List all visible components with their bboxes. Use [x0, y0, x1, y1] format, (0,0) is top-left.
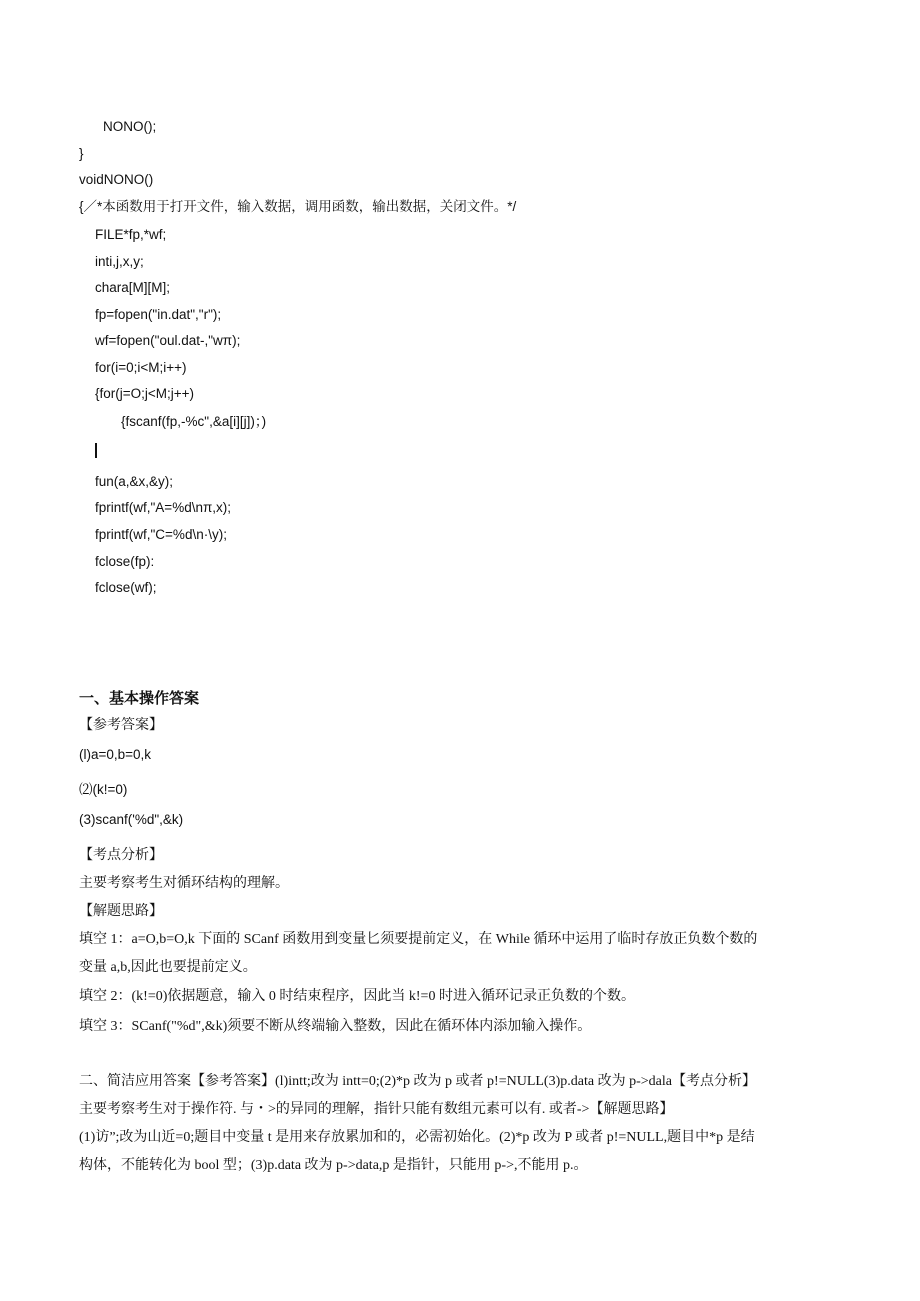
text-cursor-mark — [95, 443, 97, 458]
section1-reference-label: 【参考答案】 — [79, 718, 163, 733]
section1-answer-3: (3)scanf('%d",&k) — [79, 812, 184, 827]
code-line-5: FILE*fp,*wf; — [95, 227, 167, 242]
code-line-14: fprintf(wf,"A=%d\nπ,x); — [95, 500, 232, 515]
code-line-15: fprintf(wf,"C=%d\n·\y); — [95, 527, 227, 542]
code-line-3: voidNONO() — [79, 172, 154, 187]
code-line-9: wf=fopen("oul.dat-,"wπ); — [95, 333, 241, 348]
section2-line-4: 构体，不能转化为 bool 型；(3)p.data 改为 p->data,p 是指针，只能用 p->,不能用 p.。 — [79, 1158, 588, 1173]
code-line-10: for(i=0;i<M;i++) — [95, 360, 187, 375]
section1-solution-label: 【解题思路】 — [79, 904, 163, 919]
section2-line-2: 主要考察考生对于操作符. 与・>的异同的理解，指针只能有数组元素可以有. 或者->【解题思路】 — [79, 1102, 674, 1117]
section1-fill-3: 填空 3：SCanf("%d",&k)须要不断从终端输入整数，因此在循环体内添加输入操作。 — [79, 1019, 592, 1034]
section1-analysis-label: 【考点分析】 — [79, 848, 163, 863]
section1-fill-1-line-2: 变量 a,b,因此也要提前定义。 — [79, 960, 257, 975]
code-line-17: fclose(wf); — [95, 580, 157, 595]
code-line-13: fun(a,&x,&y); — [95, 474, 174, 489]
code-line-1: NONO(); — [103, 119, 157, 134]
code-line-11: {for(j=O;j<M;j++) — [95, 386, 195, 401]
section1-analysis-text: 主要考察考生对循环结构的理解。 — [79, 876, 289, 891]
section1-answer-2: ⑵(k!=0) — [79, 782, 128, 797]
section2-line-1: 二、简洁应用答案【参考答案】(l)intt;改为 intt=0;(2)*p 改为 p 或者 p!=NULL(3)p.data 改为 p->dala【考点分析】 — [79, 1074, 756, 1089]
code-line-6: inti,j,x,y; — [95, 254, 144, 269]
code-line-8: fp=fopen("in.dat","r"); — [95, 307, 222, 322]
section1-answer-1: (l)a=0,b=0,k — [79, 747, 152, 762]
section1-heading: 一、基本操作答案 — [79, 689, 200, 707]
code-line-4: {／*本函数用于打开文件，输入数据，调用函数，输出数据，关闭文件。*/ — [79, 199, 517, 214]
code-line-16: fclose(fp): — [95, 554, 155, 569]
section1-fill-1-line-1: 填空 1：a=O,b=O,k 下面的 SCanf 函数用到变量匕须要提前定义，在 While 循环中运用了临时存放正负数个数的 — [79, 932, 758, 947]
section1-fill-2: 填空 2：(k!=0)依据题意，输入 0 时结束程序，因此当 k!=0 时进入循环记录正负数的个数。 — [79, 989, 635, 1004]
code-line-12: {fscanf(fp,-%c",&a[i][j])；) — [121, 414, 267, 429]
section2-line-3: (1)访”;改为山近=0;题目中变量 t 是用来存放累加和的，必需初始化。(2)*p 改为 P 或者 p!=NULL,题目中*p 是结 — [79, 1130, 755, 1145]
code-line-7: chara[M][M]; — [95, 280, 171, 295]
code-line-2: } — [79, 146, 84, 161]
